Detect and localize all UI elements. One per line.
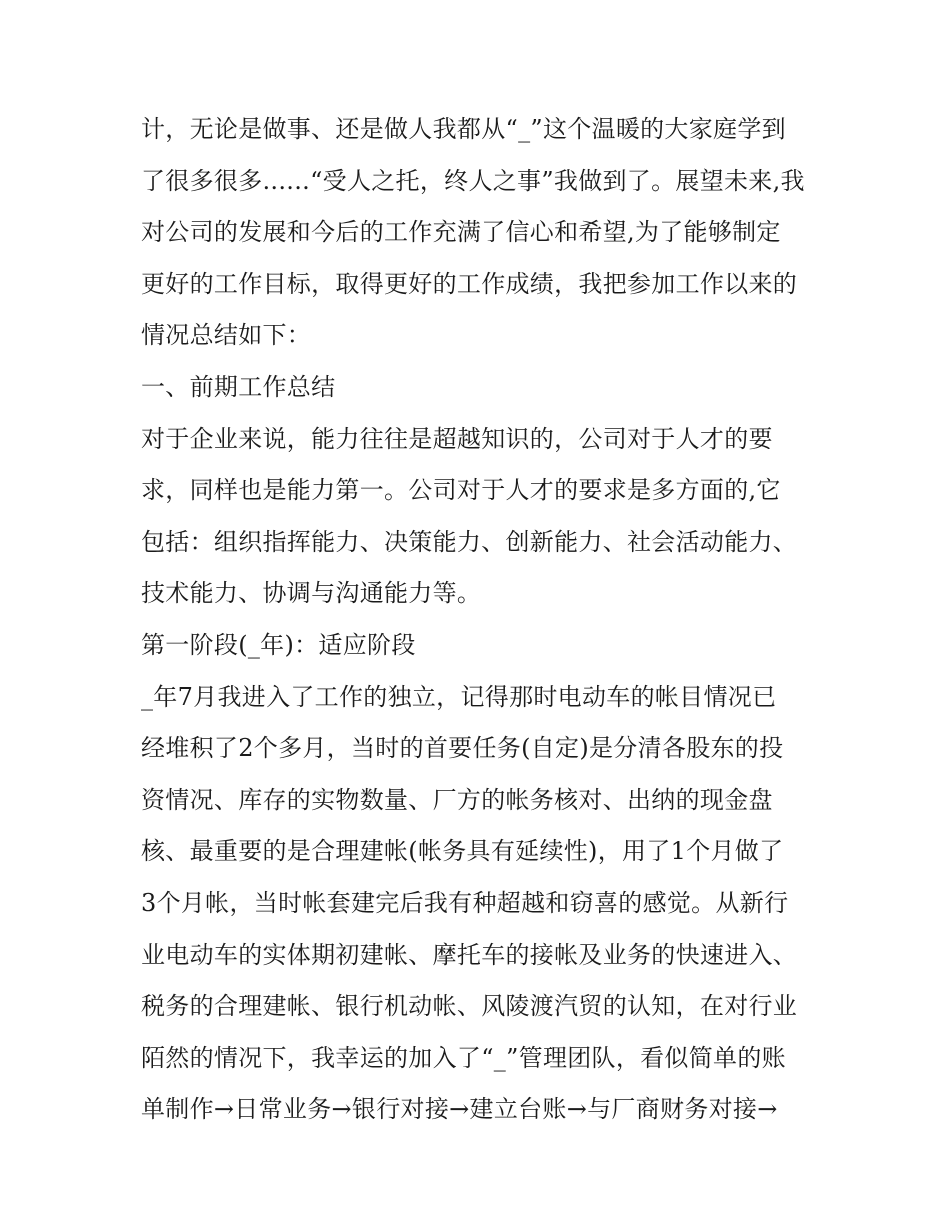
text-line: 技术能力、协调与沟通能力等。 <box>141 579 482 608</box>
text-line: 陌然的情况下，我幸运的加入了“_”管理团队，看似简单的账 <box>141 1043 786 1072</box>
stage-heading: 第一阶段(_年)：适应阶段 <box>141 630 416 659</box>
text-line: 业电动车的实体期初建帐、摩托车的接帐及业务的快速进入、 <box>141 940 798 969</box>
text-line: 税务的合理建帐、银行机动帐、风陵渡汽贸的认知，在对行业 <box>141 992 798 1021</box>
text-line: 情况总结如下： <box>141 321 312 350</box>
text-line: 计，无论是做事、还是做人我都从“_”这个温暖的大家庭学到 <box>141 115 786 143</box>
text-line: 资情况、库存的实物数量、厂方的帐务核对、出纳的现金盘 <box>141 785 773 814</box>
document-body <box>141 104 821 1136</box>
text-line: 对于企业来说，能力往往是超越知识的，公司对于人才的要 <box>141 424 773 453</box>
text-line: 求，同样也是能力第一。公司对于人才的要求是多方面的,它 <box>141 476 781 505</box>
text-line: 3个月帐，当时帐套建完后我有种超越和窃喜的感觉。从新行 <box>141 888 789 917</box>
text-line: 经堆积了2个多月，当时的首要任务(自定)是分清各股东的投 <box>141 734 784 763</box>
text-line: 了很多很多......“受人之托，终人之事”我做到了。展望未来,我 <box>141 166 805 195</box>
text-line: 更好的工作目标，取得更好的工作成绩，我把参加工作以来的 <box>141 269 798 298</box>
text-line: 包括：组织指挥能力、决策能力、创新能力、社会活动能力、 <box>141 527 798 556</box>
text-line: 单制作→日常业务→银行对接→建立台账→与厂商财务对接→ <box>141 1095 778 1124</box>
section-heading: 一、前期工作总结 <box>141 372 336 401</box>
text-line: 对公司的发展和今后的工作充满了信心和希望,为了能够制定 <box>141 218 781 247</box>
text-line: _年7月我进入了工作的独立，记得那时电动车的帐目情况已 <box>141 682 777 711</box>
text-line: 核、最重要的是合理建帐(帐务具有延续性)，用了1个月做了 <box>141 837 784 866</box>
